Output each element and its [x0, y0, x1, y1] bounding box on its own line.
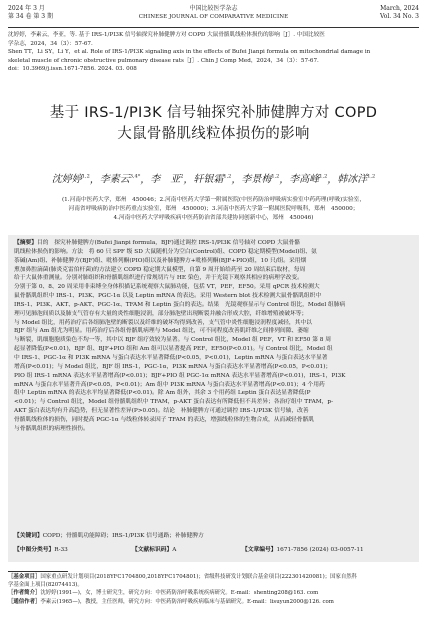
- abstract-line: 鼠骨骼肌组织中 IRS-1、PI3K、PGC-1α 以及 Leptin mRNA 的表达。采用 Western blot 技术检测大鼠骨骼肌组织中: [14, 293, 322, 300]
- author-bio: ［作者简介］沈婷婷(1991—)，女，博士研究生，研究方向：中医药防治呼吸系统疾病研究。E-mail：shenting208@163. com: [8, 590, 319, 597]
- author: 韩冰洋$^{1,2}$: [337, 174, 376, 186]
- abstract-line: IRS-1、PI3K、AKT、p-AKT、PGC-1α、TFAM 和 Leptin 蛋白的表达。结果 光镜观察显示与 Control 组比，Model 组肺病: [14, 301, 346, 308]
- author: 李素云$^{3,4*}$: [99, 174, 141, 186]
- journal-name-cn: 中国比较医学杂志: [189, 5, 238, 12]
- header-divider: [8, 27, 419, 28]
- issue-info-en: [380, 5, 419, 21]
- footnote-divider: [8, 571, 68, 572]
- affiliation-line: (1.河南中医药大学，郑州 450046；2.河南中医药大学第一附属医院(中医药防治呼吸病实验室中药药理(呼吸)实验室，: [61, 197, 366, 203]
- abstract-line: 熏加鼻腔滴菌(肺炎克雷伯杆菌)的方法建立 COPD 稳定期大鼠模型，自第 9 周开始给药至 20 周结束后取材，每周: [14, 266, 306, 273]
- abstract-line: mRNA 与蛋白水平显著升高(P<0.05，P<0.01)；Am 组中 PI3K mRNA 与蛋白表达水平显著增高(P<0.01)；4 个用药: [14, 381, 325, 388]
- affiliations: [12, 196, 415, 222]
- title-line: 基于 IRS-1/PI3K 信号轴探究补肺健脾方对 COPD: [49, 105, 378, 121]
- article-title: [8, 103, 419, 145]
- issue-volume-cn: 第 34 卷 第 3 期: [8, 13, 53, 20]
- author: 李景梅$^{1,2}$: [241, 174, 280, 186]
- journal-name-en: CHINESE JOURNAL OF COMPARATIVE MEDICINE: [138, 14, 289, 20]
- affiliation-line: 河南省呼吸病防治中医药重点实验室，郑州 450000)；3.河南中医药大学第一附属医院呼吸科，郑州 450000；: [68, 205, 359, 212]
- abstract-line: 与断裂，肌细胞胞质染色不均一等，其中以 BJF 组疗效较为显著。与 Control 组比，Model 组 PEF，VT 和 EF50 第 8 周: [14, 337, 332, 344]
- keywords-label: 【关键词】: [14, 533, 43, 539]
- citation-cn-line: 沈婷婷，李素云，李亚，等. 基于 IRS-1/PI3K 信号轴探究补肺健脾方对 COPD 大鼠骨骼肌线粒体损伤的影响［J］. 中国比较医: [8, 32, 325, 38]
- abstract-line: PIO 组 IRS-1 mRNA 表达水平显著增高(P<0.01)；BJF+PIO 组 PGC-1α mRNA 表达水平显著增高(P<0.01)，IRS-1，PI3K: [14, 372, 346, 379]
- funding-note-cont: 学基金面上项目(82074413)。: [8, 582, 83, 589]
- clc-number: 【中图分类号】R-33: [14, 547, 68, 553]
- author-list: 沈婷婷$^{1,2}$，李素云$^{3,4*}$，李 亚$^2$，轩银霜$^{1,2}$，李景梅$^{1,2}$，李高峰$^{1,2}$，韩冰洋$^{1,2}$: [51, 174, 376, 186]
- article-number: 【文章编号】1671-7856 (2024) 03-0057-11: [242, 547, 364, 553]
- keywords: [14, 532, 413, 541]
- abstract-line: 与 Model 组比，用药治疗后各组肺泡壁的断裂以及纤维的破坏均得到改善，支气管中炎性细胞浸润程度减轻，其中以: [14, 319, 312, 326]
- abstract-line: 骨骼肌线粒体的损伤，同时提高 PGC-1α 与线粒体转录因子 TFAM 的表达，增强线粒体的生物合成，从而减轻骨骼肌: [14, 416, 315, 423]
- abstract-line: 增高(P<0.01)；与 Model 组比，BJF 组 IRS-1，PGC-1α，PI3K mRNA 与蛋白表达水平显著增高(P<0.05，P<0.01)；: [14, 363, 332, 370]
- abstract-line: 理可见肺泡间质以及肺支气管存有大量的炎性细胞浸润，部分肺泡壁出现断裂并融合形成大腔，纤维增殖被破坏等；: [14, 310, 308, 317]
- abstract-label: 【摘要】: [14, 240, 37, 246]
- issue-volume-en: Vol. 34 No. 3: [379, 13, 419, 20]
- author: 轩银霜$^{1,2}$: [193, 174, 232, 186]
- document-code: 【文献标识码】A: [132, 547, 177, 553]
- corresponding-author: ［通信作者］李素云(1965—)，教授，主任医师，研究方向：中医药防治呼吸疾病临床与基础研究。E-mail：lisuyun2000@126. com: [8, 598, 334, 605]
- author: 沈婷婷$^{1,2}$: [51, 174, 90, 186]
- citation-block: [8, 31, 419, 74]
- abstract-line: 与骨骼肌组织的病理性损伤。: [14, 425, 89, 432]
- abstract-line: 茶碱(Am)组、补肺健脾方(BJF)组、吡格列酮(PIO)组以及补肺健脾方+吡格列酮(BJF+PIO)组，10 只/组。采用烟: [14, 257, 307, 264]
- keywords-text: COPD；骨骼肌功能障碍；IRS-1/PI3K 信号通路；补肺健脾方: [42, 533, 204, 539]
- abstract-line: 给于大鼠体重测量。分别对肺组织和骨骼肌组织进行常规切片与 HE 染色，并于光镜下观察其相应的病理学改变。: [14, 275, 303, 282]
- citation-cn-line: 学杂志，2024，34（3）：57-67.: [8, 40, 93, 47]
- journal-header: [8, 3, 419, 27]
- abstract-line: 组中 Leptin mRNA 的表达水平均显著降低(P<0.01)。除 Am 组外，其余 3 个用药组 Leptin 蛋白表达显著降低(P: [14, 390, 311, 397]
- affiliation-line: 4.河南中医药大学呼吸疾病中医药防治省部共建协同创新中心，郑州 450046): [113, 214, 314, 221]
- abstract-line: 中 IRS-1、PGC-1α 和 PI3K mRNA 与蛋白表达水平显著降低(P<0.05，P<0.01)，Leptin mRNA 与蛋白表达水平显著: [14, 354, 328, 361]
- author: 李 亚$^2$: [150, 174, 184, 186]
- author: 李高峰$^{1,2}$: [289, 174, 328, 186]
- abstract-line: BJF 组与 Am 组尤为明显。用药治疗后各组骨骼肌病理与 Model 组比，可不同程度改善肌纤维之间排列间隙、萎缩: [14, 328, 309, 335]
- abstract-line: 肌线粒体损伤的影响。方法 将 60 只 SPF 级 SD 大鼠随机分为空白(Control)组、COPD 稳定期模型(Model)组、氨: [14, 248, 317, 255]
- abstract-line: 【摘要】目的 探究补肺健脾方(Bufei Jianpi formula，BJF)通过调控 IRS-1/PI3K 信号轴对 COPD 大鼠骨骼: [14, 240, 301, 246]
- journal-name: [8, 5, 419, 21]
- abstract-line: AKT 蛋白表达均有升高趋势，但无显著性差异(P>0.05)。结论 补肺健脾方可通过调控 IRS-1/PI3K 信号轴，改善: [14, 408, 309, 415]
- abstract-line: 分别于第 0、8、20 周采用非束缚全身体积描记系统观察大鼠肺功能，包括 VT，PEF，EF50。采用 qPCR 技术检测大: [14, 284, 320, 291]
- abstract-line: 起显著降低(P<0.01)，BJF 组、BJF+PIO 组和 Am 组可以显著提高 PEF，EF50(P<0.01)。与 Control 组比，Model 组: [14, 346, 333, 353]
- footnotes: [8, 573, 419, 606]
- citation-en-line: skeletal muscle of chronic obstructive pulmonary disease rats［J］. Chin J Comp Med，2024，34（3）：57-67.: [8, 57, 319, 64]
- title-line: 大鼠骨骼肌线粒体损伤的影响: [117, 126, 310, 142]
- abstract-line: <0.01)；与 Control 组比，Model 组骨骼肌组织中 TFAM，p-AKT 蛋白表达有所降低但不具差异；各治疗组中 TFAM，p-: [14, 399, 334, 406]
- abstract: [14, 239, 413, 434]
- citation-en-line: Shen TT，Li SY，Li Y，et al. Role of IRS-1/PI3K signaling axis in the effects of Bufei Jianpi formula on mitochondrial damage in: [8, 49, 371, 56]
- issue-date-en: March, 2024: [380, 5, 419, 12]
- funding-note: ［基金项目］国家重点研发计划项目(2018YFC1704800,2018YFC1704801)；省级科技研发计划联合基金项目(222301420081)；国家自然科: [8, 574, 358, 580]
- doi: doi：10.3969/j.issn.1671-7856. 2024. 03. 008: [8, 66, 137, 73]
- issue-date-cn: 2024 年 3 月: [8, 5, 45, 12]
